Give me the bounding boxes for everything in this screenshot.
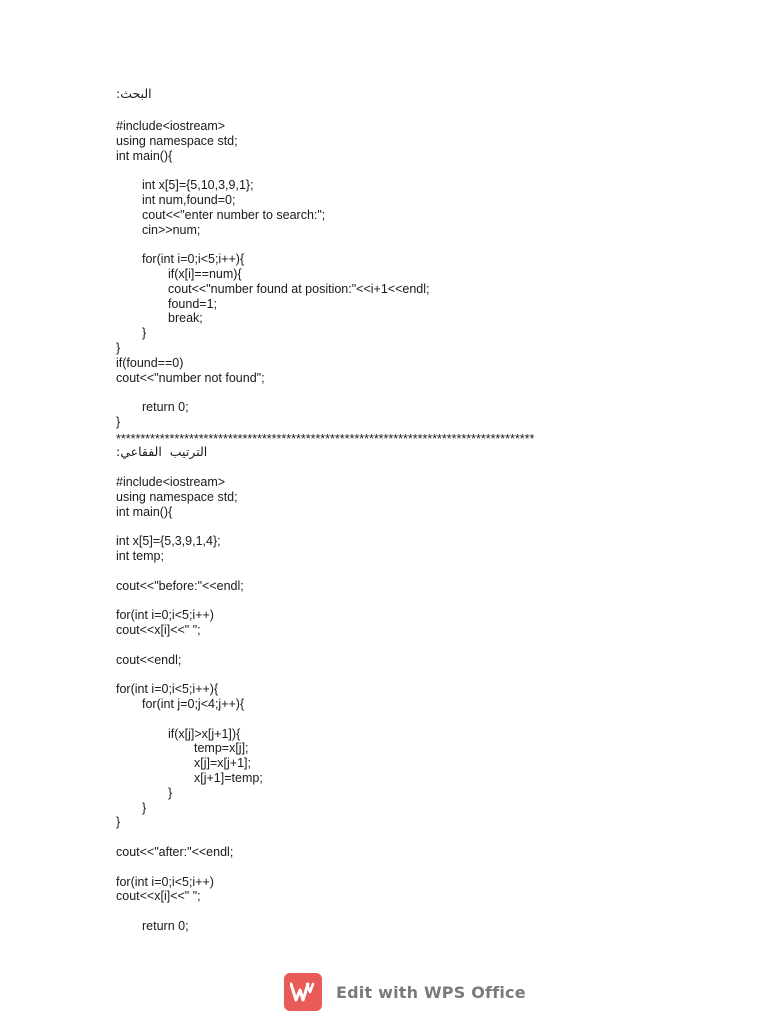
code-line: cout<<"enter number to search:"; <box>142 207 326 222</box>
code-line: cout<<x[i]<<" "; <box>116 623 201 637</box>
code-line: found=1; <box>168 296 218 311</box>
code-line: cout<<"after:"<<endl; <box>116 845 234 859</box>
code-line: int x[5]={5,3,9,1,4}; <box>116 534 221 549</box>
code-line: if(x[j]>x[j+1]){ <box>168 726 241 741</box>
code-line: for(int i=0;i<5;i++) <box>116 874 214 889</box>
bubble-sort-section-heading: الترتيب الفقاعي: <box>116 444 208 459</box>
code-line: cout<<"before:"<<endl; <box>116 578 244 593</box>
code-line: break; <box>168 311 203 326</box>
wps-watermark[interactable] <box>284 974 526 1010</box>
code-line: } <box>168 785 173 800</box>
code-line: using namespace std; <box>116 489 238 504</box>
code-line: return 0; <box>142 919 189 933</box>
code-line: } <box>116 341 121 355</box>
code-line: #include<iostream> <box>116 119 226 133</box>
code-line: for(int i=0;i<5;i++){ <box>116 682 219 697</box>
code-line: using namespace std; <box>116 133 238 148</box>
code-line: } <box>116 815 121 830</box>
code-line: x[j]=x[j+1]; <box>194 756 251 771</box>
code-line: for(int j=0;j<4;j++){ <box>142 697 245 711</box>
code-line: int x[5]={5,10,3,9,1}; <box>142 178 254 193</box>
wps-logo-icon <box>284 973 322 1011</box>
code-line: temp=x[j]; <box>194 741 249 756</box>
code-line: int main(){ <box>116 148 173 163</box>
watermark-label: Edit with WPS Office <box>336 982 526 1002</box>
code-line: if(x[i]==num){ <box>168 267 242 281</box>
code-line: cout<<endl; <box>116 652 182 667</box>
code-line: } <box>116 415 121 429</box>
code-line: if(found==0) <box>116 355 184 370</box>
code-line: cout<<"number not found"; <box>116 370 265 385</box>
code-line: int temp; <box>116 549 164 563</box>
code-line: #include<iostream> <box>116 475 226 489</box>
code-line: x[j+1]=temp; <box>194 771 263 785</box>
code-line: cout<<x[i]<<" "; <box>116 889 201 904</box>
code-line: int num,found=0; <box>142 193 236 207</box>
code-line: cout<<"number found at position:"<<i+1<<endl; <box>168 281 430 296</box>
code-line: for(int i=0;i<5;i++){ <box>142 252 245 267</box>
code-line: int main(){ <box>116 504 173 519</box>
search-section-heading: البحث: <box>116 86 152 101</box>
separator-line: ************************************************************************************** <box>116 432 535 446</box>
code-line: } <box>142 800 147 815</box>
code-line: return 0; <box>142 400 189 415</box>
code-line: } <box>142 326 147 341</box>
code-line: for(int i=0;i<5;i++) <box>116 608 214 623</box>
code-line: cin>>num; <box>142 222 201 237</box>
